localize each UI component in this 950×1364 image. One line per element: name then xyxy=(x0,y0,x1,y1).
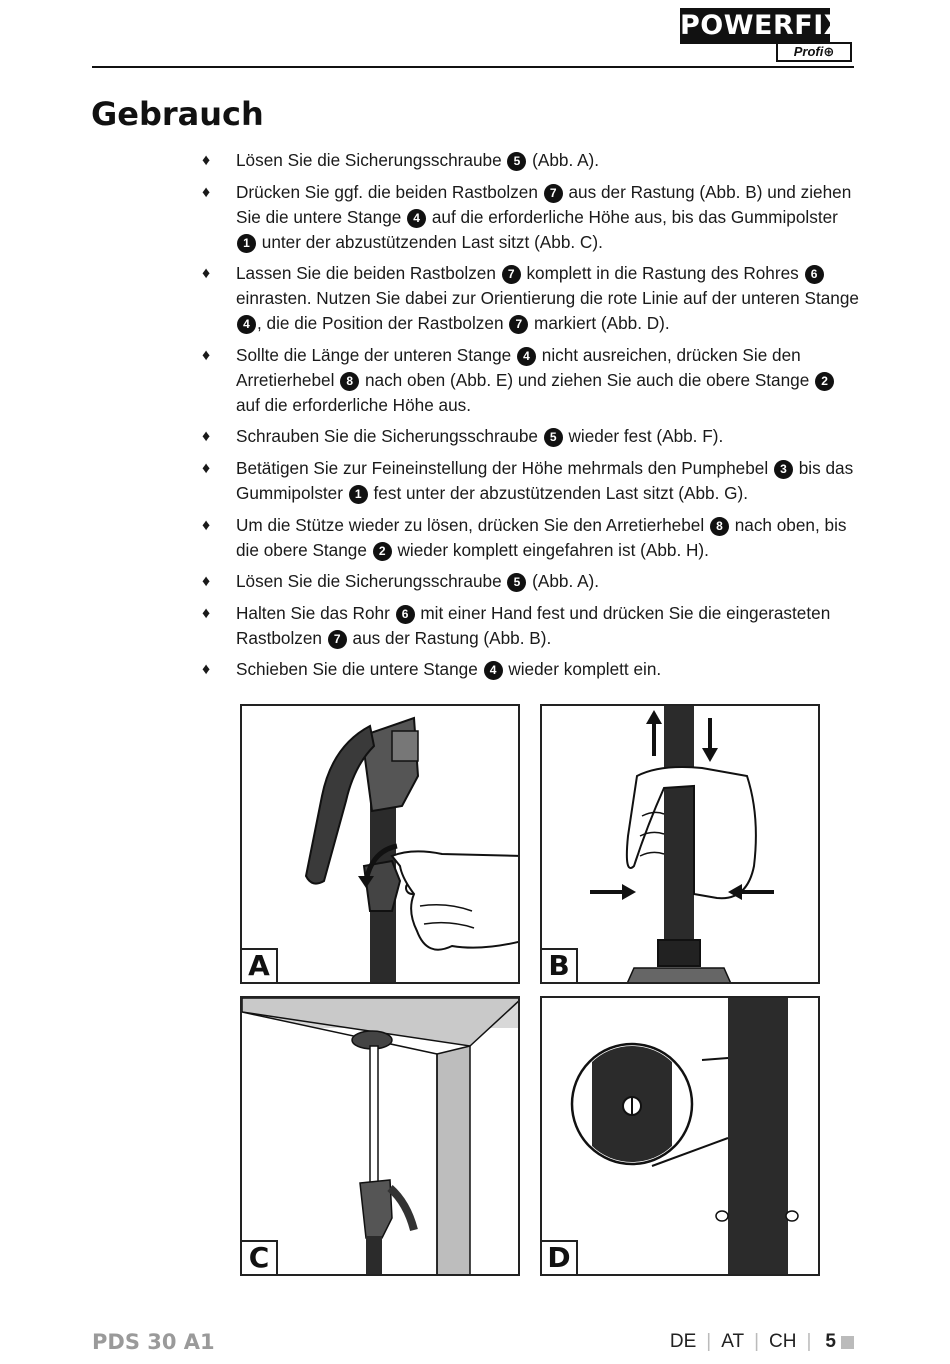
part-number-badge: 4 xyxy=(407,209,426,228)
figure-b-label: B xyxy=(542,948,578,982)
header-rule xyxy=(92,66,854,68)
figure-a-label: A xyxy=(242,948,278,982)
part-number-badge: 4 xyxy=(517,347,536,366)
brand-logo xyxy=(680,8,856,60)
step-text: wieder fest (Abb. F). xyxy=(563,426,724,447)
step-item xyxy=(200,343,860,418)
step-text: auf die erforderliche Höhe aus. xyxy=(236,394,472,415)
brand-name: POWERFIX xyxy=(680,8,830,44)
step-text: nach oben, bis die obere Stange xyxy=(236,514,847,560)
step-text: markiert (Abb. D). xyxy=(529,313,670,334)
step-item xyxy=(200,424,860,449)
step-text: (Abb. A). xyxy=(527,571,600,592)
step-text: nicht ausreichen, drücken Sie den Arretierhebel xyxy=(236,344,801,390)
figure-d xyxy=(540,996,820,1276)
step-text: , die die Position der Rastbolzen xyxy=(257,313,509,334)
step-text: wieder komplett ein. xyxy=(503,659,662,680)
step-text: fest unter der abzustützenden Last sitzt (Abb. G). xyxy=(368,482,749,503)
part-number-badge: 2 xyxy=(373,542,392,561)
step-text: Schrauben Sie die Sicherungsschraube xyxy=(236,426,543,447)
step-text: Halten Sie das Rohr xyxy=(236,602,395,623)
part-number-badge: 6 xyxy=(396,605,415,624)
brand-sub: Profi⊕ xyxy=(776,42,852,62)
step-item xyxy=(200,148,860,173)
part-number-badge: 6 xyxy=(805,265,824,284)
part-number-badge: 7 xyxy=(502,265,521,284)
step-text: mit einer Hand fest und drücken Sie die eingerasteten Rastbolzen xyxy=(236,602,831,648)
page-marker-square xyxy=(841,1336,854,1349)
step-text: wieder komplett eingefahren ist (Abb. H). xyxy=(392,539,709,560)
part-number-badge: 7 xyxy=(544,184,563,203)
part-number-badge: 7 xyxy=(509,315,528,334)
step-text: Schieben Sie die untere Stange xyxy=(236,659,483,680)
step-text: Drücken Sie ggf. die beiden Rastbolzen xyxy=(236,181,543,202)
step-item xyxy=(200,513,860,563)
lang-sep-2: | xyxy=(754,1331,760,1352)
bullet-icon: ♦ xyxy=(202,459,211,477)
bullet-icon: ♦ xyxy=(202,516,211,534)
part-number-badge: 8 xyxy=(340,372,359,391)
step-item xyxy=(200,180,860,255)
step-item xyxy=(200,456,860,506)
bullet-icon: ♦ xyxy=(202,346,211,364)
part-number-badge: 1 xyxy=(349,485,368,504)
step-text: Sollte die Länge der unteren Stange xyxy=(236,344,516,365)
figure-a xyxy=(240,704,520,984)
step-text: Um die Stütze wieder zu lösen, drücken Sie den Arretierhebel xyxy=(236,514,709,535)
footer-model: PDS 30 A1 xyxy=(92,1330,215,1354)
bullet-icon: ♦ xyxy=(202,604,211,622)
step-text: Lösen Sie die Sicherungsschraube xyxy=(236,571,507,592)
part-number-badge: 2 xyxy=(815,372,834,391)
bullet-icon: ♦ xyxy=(202,152,211,169)
step-text: unter der abzustützenden Last sitzt (Abb. C). xyxy=(257,231,603,252)
bullet-icon: ♦ xyxy=(202,428,211,446)
bullet-icon: ♦ xyxy=(202,183,211,201)
bullet-icon: ♦ xyxy=(202,573,211,591)
lang-ch: CH xyxy=(769,1331,797,1352)
figure-c xyxy=(240,996,520,1276)
part-number-badge: 4 xyxy=(484,661,503,680)
part-number-badge: 1 xyxy=(237,234,256,253)
step-text: Lösen Sie die Sicherungsschraube xyxy=(236,150,507,170)
step-text: auf die erforderliche Höhe aus, bis das Gummipolster xyxy=(427,206,838,227)
part-number-badge: 5 xyxy=(507,152,526,171)
step-text: einrasten. Nutzen Sie dabei zur Orientierung die rote Linie auf der unteren Stange xyxy=(236,288,859,309)
part-number-badge: 5 xyxy=(544,428,563,447)
step-text: bis das Gummipolster xyxy=(236,457,854,503)
lang-sep-1: | xyxy=(706,1331,712,1352)
figure-d-illustration xyxy=(542,998,820,1276)
lang-at: AT xyxy=(721,1331,745,1352)
figure-a-illustration xyxy=(242,706,520,984)
step-item xyxy=(200,601,860,651)
step-text: Betätigen Sie zur Feineinstellung der Höhe mehrmals den Pumphebel xyxy=(236,457,773,478)
bullet-icon: ♦ xyxy=(202,265,211,283)
figure-c-label: C xyxy=(242,1240,278,1274)
part-number-badge: 4 xyxy=(237,315,256,334)
step-item xyxy=(200,657,860,682)
step-text: aus der Rastung (Abb. B) und ziehen Sie die untere Stange xyxy=(236,181,852,227)
step-text: (Abb. A). xyxy=(527,150,600,170)
step-text: nach oben (Abb. E) und ziehen Sie auch die obere Stange xyxy=(360,369,815,390)
part-number-badge: 3 xyxy=(774,460,793,479)
figure-b xyxy=(540,704,820,984)
part-number-badge: 7 xyxy=(328,630,347,649)
figure-c-illustration xyxy=(242,998,520,1276)
page-number: 5 xyxy=(825,1331,836,1352)
step-text: Lassen Sie die beiden Rastbolzen xyxy=(236,263,501,284)
steps-list xyxy=(200,148,860,689)
figure-b-illustration xyxy=(542,706,820,984)
step-text: aus der Rastung (Abb. B). xyxy=(347,627,552,648)
bullet-icon: ♦ xyxy=(202,661,211,679)
page-sep: | xyxy=(806,1331,812,1352)
lang-de: DE xyxy=(669,1331,697,1352)
step-item xyxy=(200,569,860,594)
step-item xyxy=(200,261,860,336)
page-title: Gebrauch xyxy=(91,95,264,133)
part-number-badge: 5 xyxy=(507,573,526,592)
part-number-badge: 8 xyxy=(710,517,729,536)
step-text: komplett in die Rastung des Rohres xyxy=(521,263,804,284)
figure-d-label: D xyxy=(542,1240,578,1274)
footer-lang-page xyxy=(670,1331,854,1353)
